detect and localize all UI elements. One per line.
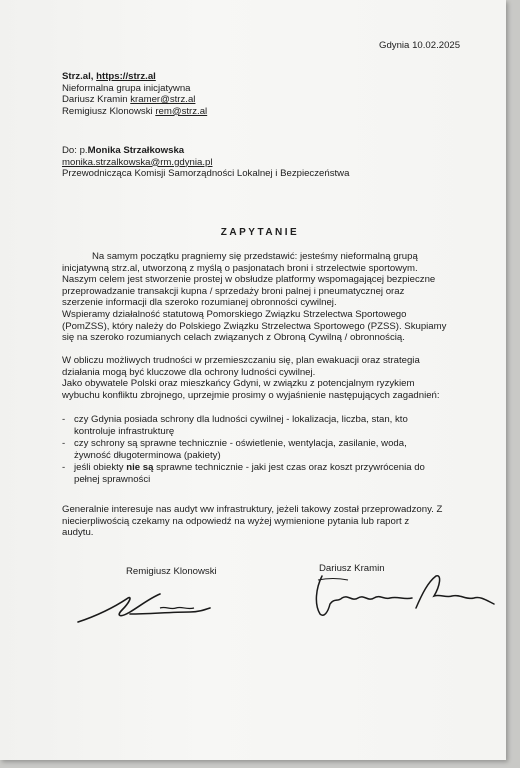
sender-group: Nieformalna grupa inicjatywna [62,82,191,94]
signature-right [308,568,498,620]
letter-date: Gdynia 10.02.2025 [379,40,461,51]
sender-email-link-1[interactable]: kramer@strz.al [130,94,196,106]
signature-left [70,588,220,630]
context-paragraph: W obliczu możliwych trudności w przemieszczaniu się, plan ewakuacji oraz strategia działania mogą być kluczowe dla ochrony ludności cywilnej. Jako obywatele Polski oraz mieszkańcy Gdyni, w związku z potencjalnym ryzykiem wybuchu konfliktu zbrojnego, uprzejmie prosimy o wyjaśnienie następujących zagadnień: [62,355,440,401]
sender-block [62,71,207,117]
recipient-email-link[interactable]: monika.strzalkowska@rm.gdynia.pl [62,156,213,168]
recipient-block [62,145,349,180]
signatory-name-left: Remigiusz Klonowski [126,566,217,577]
sender-org-line [62,71,207,83]
sender-member-1: Dariusz Kramin kramer@strz.al [62,94,196,106]
letter-title: ZAPYTANIE [220,227,300,238]
letter-page: Gdynia 10.02.2025 Strz.al, https://strz.al Nieformalna grupa inicjatywna Dariusz Kramin kramer@strz.al Remigiusz Klonowski rem@strz.al Do: p.Monika Strzałkowska monika.strzalkowska@rm.gdynia.pl Przewodnicząca Komisji Samorządności Lokalnej i Bezpieczeństwa ZAPYTANIE Na samym początku pragniemy się przedstawić: jesteśmy nieformalną grupą inicjatywną strz.al, utworzoną z myślą o pasjonatach broni i strzelectwie sportowym. Naszym celem jest stworzenie prostej w obsłudze platformy wspomagającej bezpieczne przeprowadzanie transakcji kupna / sprzedaży broni palnej i pneumatycznej oraz szerzenie informacji dla szeroko rozumianej obronności cywilnej. Wspieramy działalność statutową Pomorskiego Związku Strzelectwa Sportowego (PomZSS), który należy do Polskiego Związku Strzelectwa Sportowego (PZSS). Skupiamy się na szeroko rozumianych celach związanych z Obroną Cywilną / obronnością. W obliczu możliwych trudności w przemieszczaniu się, plan ewakuacji oraz strategia działania mogą być kluczowe dla ochrony ludności cywilnej. Jako obywatele Polski oraz mieszkańcy Gdyni, w związku z potencjalnym ryzykiem wybuchu konfliktu zbrojnego, uprzejmie prosimy o wyjaśnienie następujących zagadnień: - czy Gdynia posiada schrony dla ludności cywilnej - lokalizacja, liczba, stan, kto kontroluje infrastrukturę - czy schrony są sprawne technicznie - oświetlenie, wentylacja, zasilanie, woda, żywność długoterminowa (pakiety) - jeśli obiekty nie są sprawne technicznie - jaki jest czas oraz koszt przywrócenia do pełnej sprawności Generalnie interesuje nas audyt ww infrastruktury, jeżeli takowy został przeprowadzony. Z niecierpliwością czekamy na odpowiedź na wyżej wymienione pytania lub raport z audytu. Remigiusz Klonowski Dariusz Kramin [0,0,506,760]
intro-paragraph: Na samym początku pragniemy się przedstawić: jesteśmy nieformalną grupą inicjatywną strz.al, utworzoną z myślą o pasjonatach broni i strzelectwie sportowym. Naszym celem jest stworzenie prostej w obsłudze platformy wspomagającej bezpieczne przeprowadzanie transakcji kupna / sprzedaży broni palnej i pneumatycznej oraz szerzenie informacji dla szeroko rozumianej obronności cywilnej. Wspieramy działalność statutową Pomorskiego Związku Strzelectwa Sportowego (PomZSS), który należy do Polskiego Związku Strzelectwa Sportowego (PZSS). Skupiamy się na szeroko rozumianych celach związanych z Obroną Cywilną / obronnością. [62,251,447,344]
sender-member-2: Remigiusz Klonowski rem@strz.al [62,105,208,117]
closing-paragraph: Generalnie interesuje nas audyt ww infrastruktury, jeżeli takowy został przeprowadzony. Z niecierpliwością czekamy na odpowiedź na wyżej wymienione pytania lub raport z audytu. [62,504,443,539]
recipient-line: Do: p.Monika Strzałkowska [62,145,185,156]
emphasis-text: nie są [126,462,154,473]
recipient-name: Monika Strzałkowska [87,145,185,156]
signatory-name-right: Dariusz Kramin [319,563,385,574]
sender-url-link[interactable]: https://strz.al [96,71,156,82]
recipient-role: Przewodnicząca Komisji Samorządności Lokalnej i Bezpieczeństwa [62,168,350,180]
sender-email-link-2[interactable]: rem@strz.al [155,105,208,117]
sender-org: Strz.al, [62,71,94,82]
